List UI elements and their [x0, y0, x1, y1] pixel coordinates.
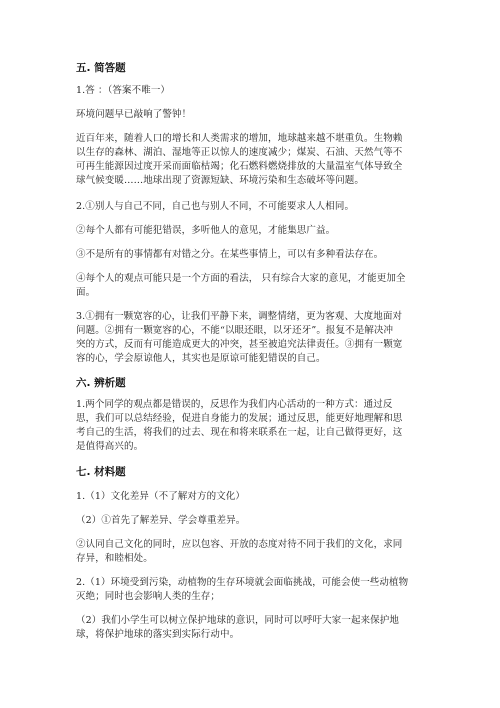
material-answer-1-2: （2）①首先了解差异、学会尊重差异。 — [76, 515, 246, 526]
answer-2-point-3: ③不是所有的事情都有对错之分。在某些事情上，可以有多种看法存在。 — [76, 249, 384, 260]
section-heading-material: 七. 材料题 — [76, 466, 126, 478]
material-answer-1-3: ②认同自己文化的同时，应以包容、开放的态度对待不同于我们的文化，求同 存异，和睦相处。 — [76, 539, 403, 564]
answer-1-body: 近百年来，随着人口的增长和人类需求的增加，地球越来越不堪重负。生物赖 以生存的森林、湖泊、湿地等正以惊人的速度减少；煤炭、石油、天然气等不 可再生能源因过度开采而面临枯竭；化石燃料燃烧排放的大量温室气体导致全 球气候变暖……地球出现了资源短缺、环境污染和生态破坏等问题。 — [76, 133, 403, 186]
material-answer-2-2: （2）我们小学生可以树立保护地球的意识，同时可以呼吁大家一起来保护地 球，将保护地球的落实到实际行动中。 — [76, 615, 399, 640]
answer-1-intro: 环境问题早已敲响了警钟！ — [76, 109, 192, 120]
material-answer-2-1: 2.（1）环境受到污染，动植物的生存环境就会面临挑战，可能会使一些动植物 灭绝；同时也会影响人类的生存； — [76, 577, 409, 602]
answer-2-point-2: ②每个人都有可能犯错误，多听他人的意见，才能集思广益。 — [76, 225, 336, 236]
answer-1-label: 1.答 ：（答案不唯一） — [76, 85, 171, 96]
answer-2-point-1: 2.①别人与自己不同，自己也与别人不同，不可能要求人人相同。 — [76, 201, 355, 212]
section-heading-short-answer: 五. 简答题 — [76, 62, 126, 74]
answer-2-point-4: ④每个人的观点可能只是一个方面的看法， 只有综合大家的意见，才能更加全 面。 — [76, 273, 406, 298]
analysis-answer-1: 1.两个同学的观点都是错误的，反思作为我们内心活动的一种方式：通过反 思，我们可以总结经验，促进自身能力的发展；通过反思，能更好地理解和思 考自己的生活，将我们的过去、现在和将来联系在一起，让自己做得更好，这 是值得高兴的。 — [76, 399, 403, 452]
section-heading-analysis: 六. 辨析题 — [76, 377, 126, 389]
answer-3: 3.①拥有一颗宽容的心，让我们平静下来，调整情绪，更为客观、大度地面对 问题。②拥有一颗宽容的心，不能“以眼还眼，以牙还牙”。报复不是解决冲 突的方式，反而有可能造成更大的冲突，甚至被追究法律责任。③拥有一颗宽 容的心，学会原谅他人，其实也是原谅可能犯错误的自己。 — [76, 311, 403, 364]
material-answer-1-1: 1.（1）文化差异（不了解对方的文化） — [76, 491, 246, 502]
